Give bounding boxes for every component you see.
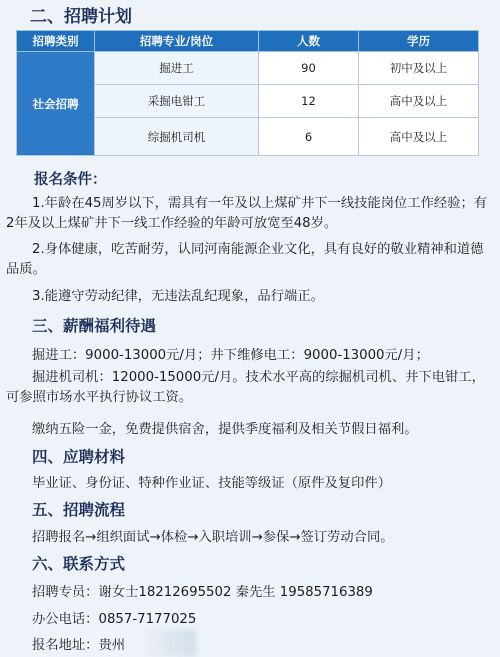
contact-line: 招聘专员：谢女士18212695502 秦先生 19585716389 [32,585,373,600]
count-cell: 12 [259,85,359,118]
header-position: 招聘专业/岗位 [95,31,259,52]
salary-line-1: 掘进工：9000-13000元/月；井下维修电工：9000-13000元/月； [32,348,429,363]
table-row [17,52,479,85]
education-cell: 高中及以上 [359,85,479,118]
count-cell: 90 [259,52,359,85]
position-cell: 综掘机司机 [95,118,259,156]
office-phone-line: 办公电话：0857-7177025 [32,612,197,627]
position-cell: 采掘电钳工 [95,85,259,118]
address-line: 报名地址：贵州 [32,638,126,653]
section-title-process: 五、招聘流程 [32,501,126,519]
section-title-salary: 三、薪酬福利待遇 [32,317,157,335]
header-count: 人数 [259,31,359,52]
salary-line-2: 掘进机司机：12000-15000元/月。技术水平高的综掘机司机、井下电钳工，可参照市场水平执行协议工资。 [6,370,485,405]
requirements-title: 报名条件： [34,172,107,188]
materials-line: 毕业证、身份证、特种作业证、技能等级证（原件及复印件） [32,476,392,491]
recruitment-table [16,30,479,156]
section-title-plan: 二、招聘计划 [30,7,132,27]
category-cell: 社会招聘 [17,52,95,156]
section-title-contact: 六、联系方式 [32,555,126,573]
blurred-overlay [146,629,196,657]
header-category: 招聘类别 [17,31,95,52]
position-cell: 掘进工 [95,52,259,85]
benefits-line: 缴纳五险一金，免费提供宿舍，提供季度福利及相关节假日福利。 [32,422,418,437]
section-title-materials: 四、应聘材料 [32,448,126,466]
header-education: 学历 [359,31,479,52]
table-header-row [17,31,479,52]
education-cell: 初中及以上 [359,52,479,85]
requirement-item-3: 3.能遵守劳动纪律，无违法乱纪现象，品行端正。 [32,289,324,304]
process-line: 招聘报名→组织面试→体检→入职培训→参保→签订劳动合同。 [32,530,394,545]
requirement-item-2: 2.身体健康，吃苦耐劳，认同河南能源企业文化，具有良好的敬业精神和道德品质。 [6,242,484,277]
requirement-item-1: 1.年龄在45周岁以下，需具有一年及以上煤矿井下一线技能岗位工作经验；有2年及以上煤矿井下一线工作经验的年龄可放宽至48岁。 [6,196,488,231]
education-cell: 高中及以上 [359,118,479,156]
count-cell: 6 [259,118,359,156]
